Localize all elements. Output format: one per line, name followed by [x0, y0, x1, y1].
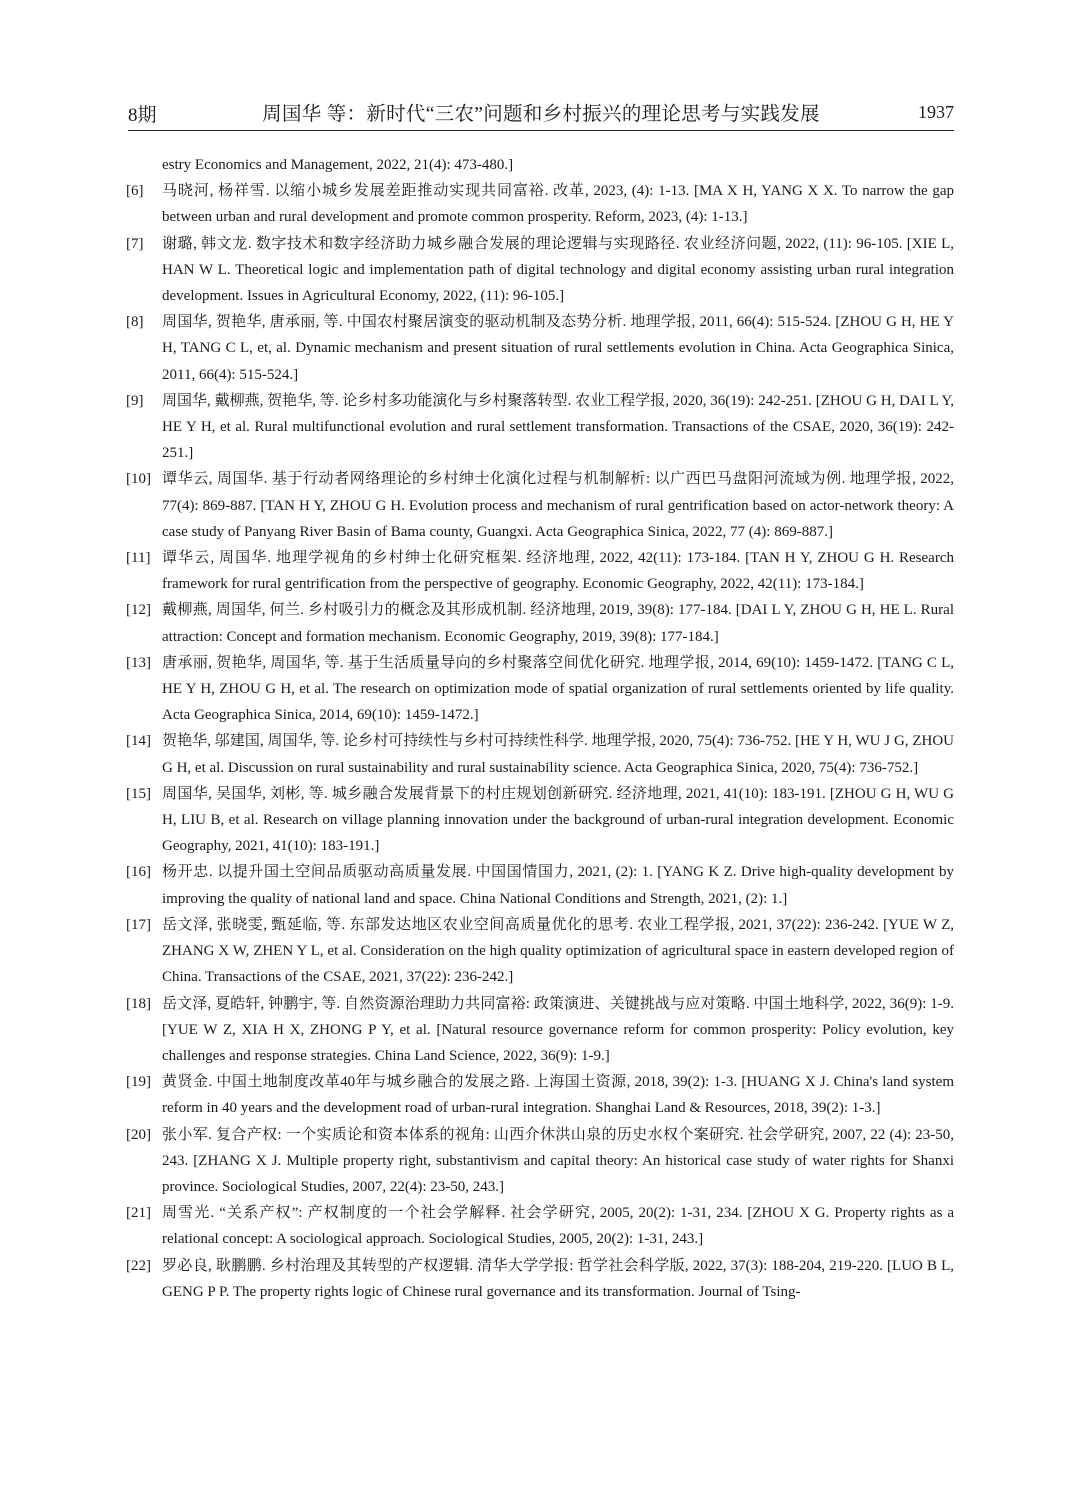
reference-number: [6]: [126, 183, 144, 200]
reference-text: 周国华, 贺艳华, 唐承丽, 等. 中国农村聚居演变的驱动机制及态势分析. 地理学报, 2011, 66(4): 515-524. [ZHOU G H, HE Y H, TANG C L, et, al. Dynamic mechanism and present situation of rural settlements evolution in China. Acta Geographica Sinica, 2011, 66(4): 515-524.]: [162, 314, 954, 383]
reference-number: [10]: [126, 471, 151, 488]
reference-item: [126, 178, 954, 230]
reference-text: 岳文泽, 夏皓轩, 钟鹏宇, 等. 自然资源治理助力共同富裕: 政策演进、关键挑战与应对策略. 中国土地科学, 2022, 36(9): 1-9. [YUE W Z, XIA H X, ZHONG P Y, et al. [Natural resource governance reform for common prosperity: Policy evolution, key challenges and response strategies. China Land Science, 2022, 36(9): 1-9.]: [162, 995, 954, 1064]
reference-item: [126, 728, 954, 780]
reference-item: [126, 1122, 954, 1201]
reference-number: [9]: [126, 392, 144, 409]
reference-number: [7]: [126, 235, 144, 252]
reference-number: [15]: [126, 785, 151, 802]
reference-number: [17]: [126, 916, 151, 933]
reference-number: [12]: [126, 602, 151, 619]
reference-text: 谭华云, 周国华. 基于行动者网络理论的乡村绅士化演化过程与机制解析: 以广西巴马盘阳河流域为例. 地理学报, 2022, 77(4): 869-887. [TAN H Y, ZHOU G H. Evolution process and mechanism of rural gentrification based on actor-network theory: A case study of Panyang River Basin of Bama county, Guangxi. Acta Geographica Sinica, 2022, 77 (4): 869-887.]: [162, 471, 954, 540]
reference-item: [126, 1069, 954, 1121]
reference-item: [126, 1253, 954, 1305]
reference-text: 周雪光. “关系产权”: 产权制度的一个社会学解释. 社会学研究, 2005, 20(2): 1-31, 234. [ZHOU X G. Property rights as a relational concept: A sociological approach. Sociological Studies, 2005, 20(2): 1-31, 243.]: [162, 1205, 954, 1248]
reference-item: [126, 597, 954, 649]
reference-text: 杨开忠. 以提升国土空间品质驱动高质量发展. 中国国情国力, 2021, (2): 1. [YANG K Z. Drive high-quality development by improving the quality of national land and space. China National Conditions and Strength, 2021, (2): 1.]: [162, 864, 954, 907]
reference-text: 岳文泽, 张晓雯, 甄延临, 等. 东部发达地区农业空间高质量优化的思考. 农业工程学报, 2021, 37(22): 236-242. [YUE W Z, ZHANG X W, ZHEN Y L, et al. Consideration on the high quality optimization of agricultural space in eastern developed region of China. Transactions of the CSAE, 2021, 37(22): 236-242.]: [162, 916, 954, 986]
reference-text: 罗必良, 耿鹏鹏. 乡村治理及其转型的产权逻辑. 清华大学学报: 哲学社会科学版, 2022, 37(3): 188-204, 219-220. [LUO B L, GENG P P. The property rights logic of Chinese rural governance and its transformation. Journal of Tsing-: [162, 1257, 954, 1300]
reference-text: 张小军. 复合产权: 一个实质论和资本体系的视角: 山西介休洪山泉的历史水权个案研究. 社会学研究, 2007, 22 (4): 23-50, 243. [ZHANG X J. Multiple property right, substantivism and capital theory: An historical case study of water rights for Shanxi province. Sociological Studies, 2007, 22(4): 23-50, 243.]: [162, 1126, 954, 1195]
reference-item: [126, 859, 954, 911]
reference-text: 周国华, 戴柳燕, 贺艳华, 等. 论乡村多功能演化与乡村聚落转型. 农业工程学报, 2020, 36(19): 242-251. [ZHOU G H, DAI L Y, HE Y H, et al. Rural multifunctional evolution and rural settlement transformation. Transactions of the CSAE, 2020, 36(19): 242-251.]: [162, 392, 954, 462]
reference-number: [22]: [126, 1257, 151, 1274]
reference-number: [21]: [126, 1205, 151, 1222]
reference-text: 马晓河, 杨祥雪. 以缩小城乡发展差距推动实现共同富裕. 改革, 2023, (4): 1-13. [MA X H, YANG X X. To narrow the gap between urban and rural development and promote common prosperity. Reform, 2023, (4): 1-13.]: [162, 183, 954, 226]
reference-text: 谭华云, 周国华. 地理学视角的乡村绅士化研究框架. 经济地理, 2022, 42(11): 173-184. [TAN H Y, ZHOU G H. Research framework for rural gentrification from the perspective of geography. Economic Geography, 2022, 42(11): 173-184.]: [162, 550, 954, 593]
reference-list: [126, 152, 954, 1305]
reference-item: [126, 231, 954, 310]
reference-number: [13]: [126, 654, 151, 671]
reference-item: [126, 309, 954, 388]
reference-number: [20]: [126, 1126, 151, 1143]
reference-item: [126, 545, 954, 597]
reference-number: [19]: [126, 1074, 151, 1091]
reference-text: 唐承丽, 贺艳华, 周国华, 等. 基于生活质量导向的乡村聚落空间优化研究. 地理学报, 2014, 69(10): 1459-1472. [TANG C L, HE Y H, ZHOU G H, et al. The research on optimization mode of spatial organization of rural settlements oriented by life quality. Acta Geographica Sinica, 2014, 69(10): 1459-1472.]: [162, 654, 954, 724]
running-header: [128, 96, 954, 131]
page-number: 1937: [918, 102, 954, 122]
reference-number: [11]: [126, 550, 151, 567]
reference-text: 黄贤金. 中国土地制度改革40年与城乡融合的发展之路. 上海国土资源, 2018, 39(2): 1-3. [HUANG X J. China's land system reform in 40 years and the development road of urban-rural integration. Shanghai Land & Resources, 2018, 39(2): 1-3.]: [162, 1074, 954, 1117]
reference-item: [126, 1200, 954, 1252]
reference-item: [126, 388, 954, 467]
reference-text: 贺艳华, 邬建国, 周国华, 等. 论乡村可持续性与乡村可持续性科学. 地理学报, 2020, 75(4): 736-752. [HE Y H, WU J G, ZHOU G H, et al. Discussion on rural sustainability and rural sustainability science. Acta Geographica Sinica, 2020, 75(4): 736-752.]: [162, 733, 954, 776]
reference-text: 周国华, 吴国华, 刘彬, 等. 城乡融合发展背景下的村庄规划创新研究. 经济地理, 2021, 41(10): 183-191. [ZHOU G H, WU G H, LIU B, et al. Research on village planning innovation under the background of urban-rural integration development. Economic Geography, 2021, 41(10): 183-191.]: [162, 785, 954, 855]
reference-number: [8]: [126, 314, 144, 331]
reference-item: [126, 650, 954, 729]
reference-item: [126, 152, 954, 178]
reference-text: 谢璐, 韩文龙. 数字技术和数字经济助力城乡融合发展的理论逻辑与实现路径. 农业经济问题, 2022, (11): 96-105. [XIE L, HAN W L. Theoretical logic and implementation path of digital technology and digital economy assisting urban rural integration development. Issues in Agricultural Economy, 2022, (11): 96-105.]: [162, 235, 954, 305]
issue-number: 8期: [128, 105, 157, 126]
reference-item: [126, 912, 954, 991]
reference-item: [126, 781, 954, 860]
reference-number: [16]: [126, 864, 151, 881]
reference-item: [126, 466, 954, 545]
reference-text: 戴柳燕, 周国华, 何兰. 乡村吸引力的概念及其形成机制. 经济地理, 2019, 39(8): 177-184. [DAI L Y, ZHOU G H, HE L. Rural attraction: Concept and formation mechanism. Economic Geography, 2019, 39(8): 177-184.]: [162, 602, 954, 645]
reference-text: estry Economics and Management, 2022, 21(4): 473-480.]: [162, 157, 514, 173]
reference-number: [18]: [126, 995, 151, 1012]
running-title: 周国华 等：新时代“三农”问题和乡村振兴的理论思考与实践发展: [262, 104, 820, 125]
reference-number: [14]: [126, 733, 151, 750]
reference-item: [126, 991, 954, 1070]
